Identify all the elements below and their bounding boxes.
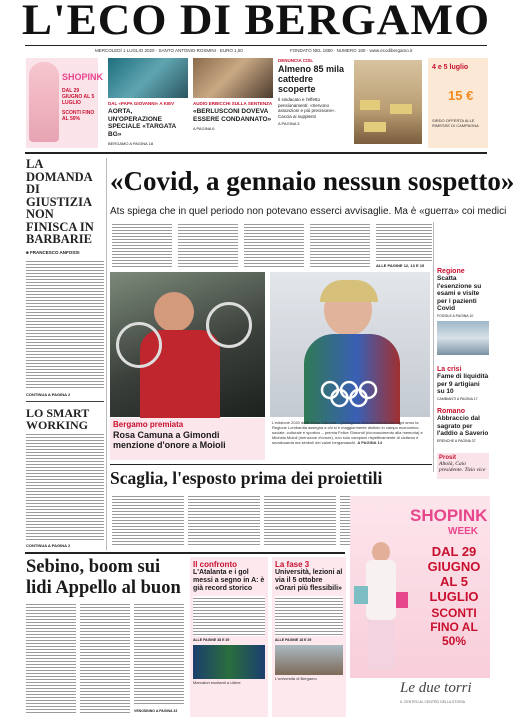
- main-body-col-3: [244, 222, 304, 268]
- scaglia-body-1: [112, 494, 184, 546]
- teaser-3-text: Il sindacato e l'effetto pensionamenti: «Servono assunzioni e più precisione». Caccia ai supplenti: [278, 97, 336, 119]
- fase3-caption: L'università di Bergamo: [275, 676, 317, 681]
- romano-headline: Abbraccio dal sagrato per l'addio a Saverio: [437, 415, 489, 437]
- sebino-headline[interactable]: Sebino, boom sui lidi Appello al buon: [26, 557, 181, 598]
- crisi-kicker: La crisi: [437, 366, 462, 373]
- ad-top-brand: SHOPINK: [62, 72, 104, 82]
- editorial-column: [26, 158, 104, 458]
- editorial2-title: LO SMART WORKING: [26, 405, 90, 432]
- university-photo: [275, 645, 343, 675]
- berlusconi-photo: [193, 58, 273, 98]
- sebino-body-3: [134, 602, 184, 706]
- teaser-1-pages: BERGAMO A PAGINA 18: [108, 141, 154, 146]
- shopping-woman-photo: [29, 62, 59, 142]
- scaglia-body-2: [188, 494, 260, 546]
- editorial2-body: [26, 432, 104, 540]
- editorial-title: LA DOMANDA DI GIUSTIZIA NON FINISCA IN BARBARIE: [26, 157, 94, 246]
- romano-kicker: Romano: [437, 408, 465, 415]
- sebino-body-1: [26, 602, 76, 714]
- fase3-body: [275, 596, 343, 636]
- main-pages: ALLE PAGINE 12, 13 E 15: [376, 263, 425, 268]
- teaser-1-kicker: DAL «PAPA GIOVANNI» A KIEV: [108, 101, 175, 106]
- editorial-continue[interactable]: CONTINUA A PAGINA 2: [26, 391, 71, 397]
- premiata-headline: Rosa Camuna a Gimondi menzione d'onore a Moioli: [113, 430, 226, 450]
- ad-top-left[interactable]: [26, 58, 104, 148]
- ad-bottom-brand: SHOPINK: [410, 506, 488, 525]
- editorial2-continue[interactable]: CONTINUA A PAGINA 2: [26, 543, 71, 548]
- main-subhead: Ats spiega che in quel periodo non potevano esserci avvisaglie. Ma è «guerra» coi medici: [110, 206, 507, 217]
- ad-bottom-offer: SCONTI FINO AL 50%: [430, 606, 478, 648]
- ad-bottom-dates: DAL 29 GIUGNO AL 5 LUGLIO: [427, 544, 481, 604]
- footballers-photo: [193, 645, 265, 679]
- classroom-photo: [354, 60, 422, 144]
- main-body-col-2: [178, 222, 238, 268]
- crisi-box[interactable]: [437, 366, 489, 401]
- editorial-author: ■ FRANCESCO ANFOSSI: [26, 249, 80, 255]
- ad-bottom-week: WEEK: [448, 526, 478, 537]
- teaser-3-pages: A PAGINA 3: [278, 121, 300, 126]
- teaser-2[interactable]: [193, 58, 273, 148]
- confronto-kicker: Il confronto: [193, 560, 237, 569]
- mall-subtitle: IL CENTRO AL CENTRO DELLA STORIA: [400, 700, 466, 704]
- romano-box[interactable]: [437, 408, 489, 443]
- premiata-pages: A PAGINA 14: [357, 440, 382, 445]
- ad-top-offer: SCONTI FINO AL 50%: [62, 110, 95, 122]
- premiata-kicker: Bergamo premiata: [113, 420, 184, 429]
- regione-headline: Scatta l'esenzione su esami e visite per i pazienti Covid: [437, 275, 482, 312]
- regione-pages: FOSSILE A PAGINA 10: [437, 313, 474, 318]
- teaser-2-headline: «BERLUSCONI DOVEVA ESSERE CONDANNATO»: [193, 108, 272, 123]
- crisi-pages: CAMBIANTI A PAGINA 17: [437, 396, 478, 401]
- regione-box[interactable]: [437, 268, 489, 360]
- prosit-kicker: Prosit: [439, 455, 457, 461]
- premiata-box[interactable]: [110, 418, 265, 460]
- editorial-body: [26, 259, 104, 389]
- dateline: MERCOLEDÌ 1 LUGLIO 2020 · SANTO ANTONIO ROSMINI · EURO 1,50: [95, 48, 243, 53]
- snowboarder-photo: [270, 272, 430, 417]
- fase3-headline: Università, lezioni al via il 5 ottobre «Orari più flessibili»: [275, 569, 343, 592]
- main-body-col-5: [376, 222, 432, 262]
- fase3-box[interactable]: [272, 557, 346, 717]
- teaser-3-kicker: DENUNCIA CISL: [278, 58, 314, 63]
- confronto-pages: ALLE PAGINE 38 E 39: [193, 638, 230, 642]
- promo-price: 15 €: [448, 88, 474, 103]
- main-headline[interactable]: «Covid, a gennaio nessun sospetto»: [110, 166, 515, 196]
- fase3-pages: ALLE PAGINE 18 E 29: [275, 638, 312, 642]
- ad-bottom[interactable]: [350, 496, 490, 720]
- sebino-pages: VENOSINNO A PAGINA 33: [134, 709, 178, 713]
- premiata-caption-text: L'edizione 2020 della Rosa Camuna – prestigioso riconoscimento che ogni anno la Regione Lombardia assegna a chi si è maggiormente distinto in campo economico, sociale, culturale e sportivo – premia Felice Gimondi (riconoscimento alla memoria) e Michela Moioli (menzione d'onore), non solo campioni rispettivamente di ciclismo e snowboarda ma simboli dei valori bergamaschi.: [272, 420, 423, 445]
- teaser-1-headline: AORTA, UN'OPERAZIONE SPECIALE «TARGATA BG»: [108, 108, 177, 138]
- premiata-caption: [272, 420, 430, 456]
- promo-note: SIRDO OFFERTA ALLE RIMESSE DI CAMPAGNA: [432, 118, 479, 128]
- editorial-author-name: FRANCESCO ANFOSSI: [29, 249, 80, 255]
- main-body-col-1: [112, 222, 172, 268]
- olympic-rings-icon: [320, 380, 378, 408]
- main-body-col-4: [310, 222, 370, 268]
- teaser-2-pages: A PAGINA 6: [193, 126, 215, 131]
- romano-pages: ERENCHE A PAGINA 37: [437, 438, 476, 443]
- teaser-3-headline: Almeno 85 mila cattedre scoperte: [278, 64, 345, 94]
- fase3-kicker: La fase 3: [275, 560, 310, 569]
- scaglia-body-3: [264, 494, 336, 546]
- sebino-body-2: [80, 602, 130, 714]
- scaglia-headline[interactable]: Scaglia, l'esposto prima dei proiettili: [110, 468, 383, 488]
- confronto-box[interactable]: [190, 557, 268, 717]
- confronto-caption: Marcatori esultanti a Udine: [193, 680, 241, 685]
- teaser-2-kicker: AUDIO ERBICCHI SULLA SENTENZA: [193, 101, 273, 106]
- crisi-headline: Fame di liquidità per 9 artigiani su 10: [437, 373, 489, 395]
- teaser-3[interactable]: [278, 58, 423, 148]
- mall-name: Le due torri: [400, 680, 472, 696]
- ad-top-dates: DAL 29 GIUGNO AL 5 LUGLIO: [62, 88, 95, 106]
- ad-top-right[interactable]: [428, 58, 488, 148]
- teaser-1[interactable]: [108, 58, 188, 148]
- cycling-photo: [110, 272, 265, 417]
- prosit-box[interactable]: [437, 453, 489, 479]
- masthead: [0, 0, 512, 44]
- shopping-woman-photo: [364, 542, 398, 672]
- regione-kicker: Regione: [437, 268, 465, 275]
- promo-title: 4 e 5 luglio: [432, 64, 469, 71]
- masthead-info: FONDATO NEL 1880 · NUMERO 180 · www.ecodibergamo.it: [290, 48, 413, 53]
- prosit-text: Altolà, Caio presidente. Tizio vice: [439, 461, 486, 473]
- confronto-headline: L'Atalanta e i gol messi a segno in A: è già record storico: [193, 569, 265, 592]
- newspaper-title: L'ECO DI BERGAMO: [21, 0, 491, 44]
- hospital-ward-photo: [437, 321, 489, 355]
- confronto-body: [193, 596, 265, 636]
- hospital-surgery-photo: [108, 58, 188, 98]
